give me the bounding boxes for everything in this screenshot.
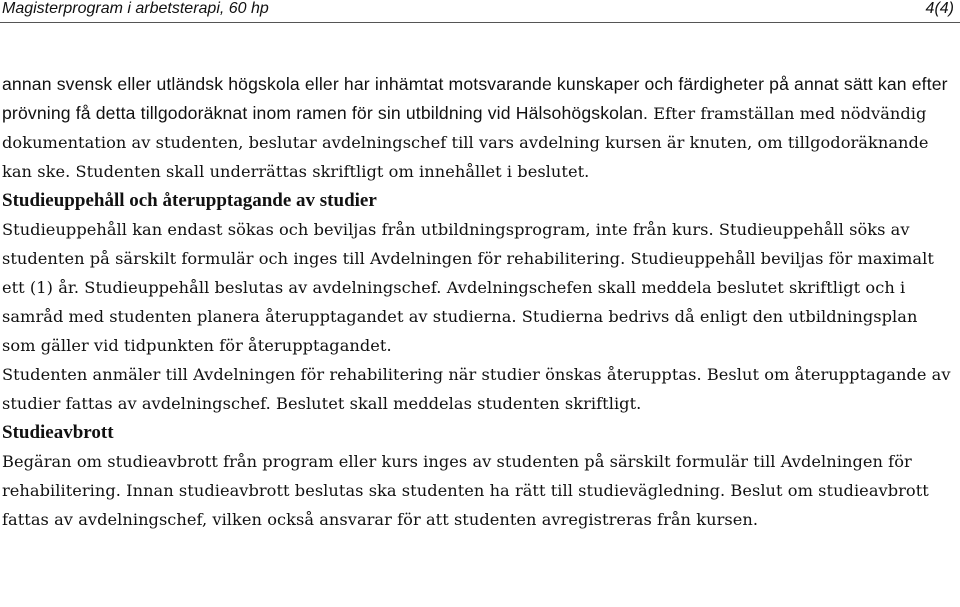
intro-paragraph bbox=[2, 70, 954, 186]
document-body bbox=[2, 70, 954, 534]
page-header bbox=[0, 0, 960, 23]
resumption-paragraph: Studenten anmäler till Avdelningen för rehabilitering när studier önskas återupptas. Beslut om återupptagande av studier fattas av avdelningschef. Beslutet skall meddelas studenten skriftligt. bbox=[2, 365, 951, 413]
document-title: Magisterprogram i arbetsterapi, 60 hp bbox=[2, 0, 269, 17]
dropout-paragraph: Begäran om studieavbrott från program eller kurs inges av studenten på särskilt formulär till Avdelningen för rehabilitering. Innan studieavbrott beslutas ska studenten ha rätt till studievägledning. Beslut om studieavbrott fattas av avdelningschef, vilken också ansvarar för att studenten avregistreras från kursen. bbox=[2, 452, 929, 529]
page-number: 4(4) bbox=[925, 0, 954, 17]
intro-text-serif: Efter framställan med nödvändig dokumentation av studenten, beslutar avdelningschef till vars avdelning kursen är knuten, om tillgodoräknande kan ske. Studenten skall underrättas skriftligt om innehållet i beslutet. bbox=[2, 104, 929, 181]
study-break-paragraph: Studieuppehåll kan endast sökas och beviljas från utbildningsprogram, inte från kurs. Studieuppehåll söks av studenten på särskilt formulär och inges till Avdelningen för rehabilitering. Studieuppehåll beviljas för maximalt ett (1) år. Studieuppehåll beslutas av avdelningschef. Avdelningschefen skall meddela beslutet skriftligt och i samråd med studenten planera återupptagandet av studierna. Studierna bedrivs då enligt den utbildningsplan som gäller vid tidpunkten för återupptagandet. bbox=[2, 220, 934, 355]
section-heading-dropout: Studieavbrott bbox=[2, 422, 114, 443]
intro-text-sans: annan svensk eller utländsk högskola eller har inhämtat motsvarande kunskaper och färdigheter på annat sätt kan efter prövning få detta tillgodoräknat inom ramen för sin utbildning vid Hälsohögskolan. bbox=[2, 74, 948, 123]
section-heading-study-break: Studieuppehåll och återupptagande av studier bbox=[2, 190, 377, 211]
